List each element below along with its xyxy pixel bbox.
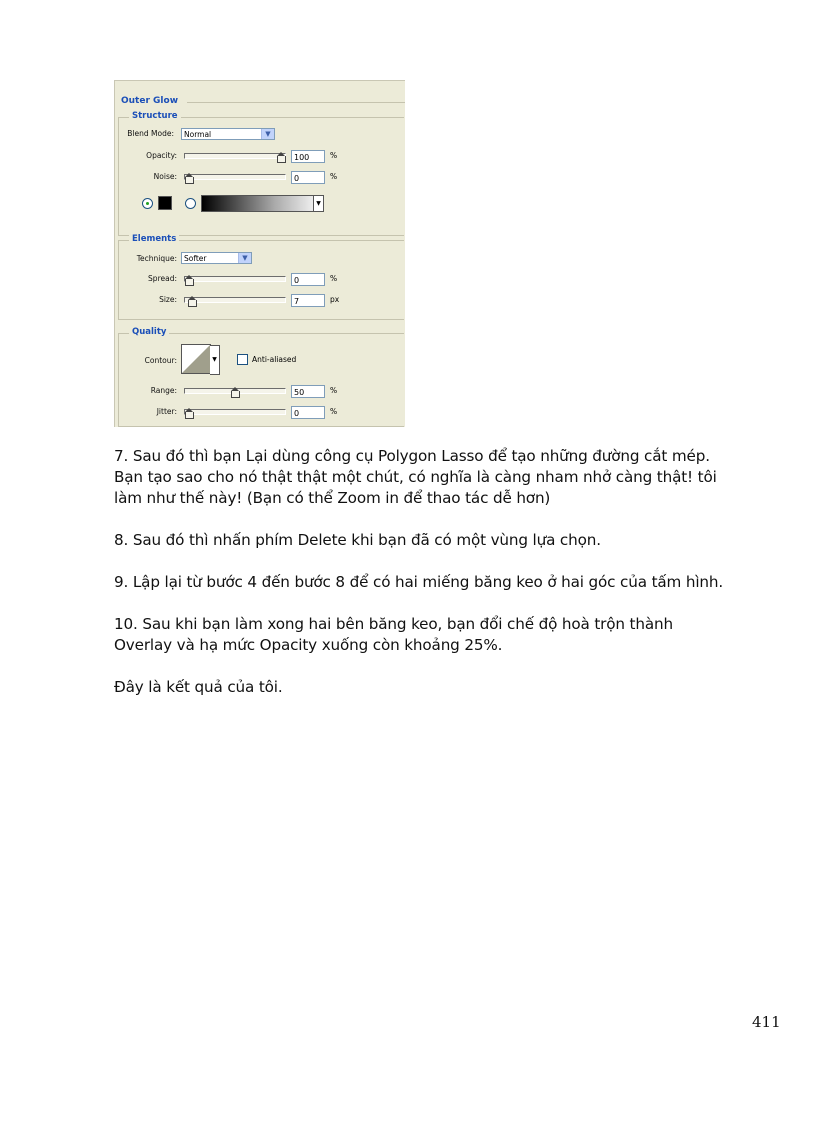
technique-value: Softer bbox=[184, 254, 207, 263]
spread-slider-thumb[interactable] bbox=[185, 279, 194, 286]
result-paragraph bbox=[114, 677, 794, 698]
blend-mode-select[interactable] bbox=[181, 128, 275, 140]
step-9-paragraph bbox=[114, 572, 794, 593]
jitter-unit: % bbox=[330, 407, 338, 416]
size-label: Size: bbox=[159, 295, 177, 304]
spread-unit: % bbox=[330, 274, 338, 283]
opacity-unit: % bbox=[330, 151, 338, 160]
contour-picker[interactable] bbox=[181, 344, 217, 374]
technique-label: Technique: bbox=[136, 254, 177, 263]
elements-title: Elements bbox=[129, 234, 179, 244]
size-slider[interactable] bbox=[184, 297, 286, 303]
step-8-paragraph bbox=[114, 530, 794, 551]
jitter-slider[interactable] bbox=[184, 409, 286, 415]
size-input[interactable]: 7 bbox=[291, 294, 325, 307]
noise-label: Noise: bbox=[153, 172, 177, 181]
spread-slider[interactable] bbox=[184, 276, 286, 282]
panel-title: Outer Glow bbox=[121, 96, 179, 106]
jitter-input[interactable]: 0 bbox=[291, 406, 325, 419]
noise-slider-thumb[interactable] bbox=[185, 177, 194, 184]
text-line: 10. Sau khi bạn làm xong hai bên băng keo, bạn đổi chế độ hoà trộn thành bbox=[114, 615, 673, 633]
chevron-down-icon: ▼ bbox=[261, 129, 274, 139]
contour-curve-icon bbox=[182, 345, 210, 373]
size-slider-thumb[interactable] bbox=[188, 300, 197, 307]
gradient-picker[interactable] bbox=[201, 195, 324, 212]
text-line: 8. Sau đó thì nhấn phím Delete khi bạn đã có một vùng lựa chọn. bbox=[114, 531, 601, 549]
range-slider-thumb[interactable] bbox=[231, 391, 240, 398]
quality-title: Quality bbox=[129, 327, 169, 337]
blend-mode-value: Normal bbox=[184, 130, 212, 139]
range-label: Range: bbox=[150, 386, 177, 395]
technique-select[interactable] bbox=[181, 252, 252, 264]
step-7-paragraph bbox=[114, 446, 794, 509]
text-line: 9. Lập lại từ bước 4 đến bước 8 để có hai miếng băng keo ở hai góc của tấm hình. bbox=[114, 573, 724, 591]
size-unit: px bbox=[330, 295, 340, 304]
range-unit: % bbox=[330, 386, 338, 395]
opacity-input[interactable]: 100 bbox=[291, 150, 325, 163]
chevron-down-icon: ▼ bbox=[238, 253, 251, 263]
contour-dropdown-icon[interactable]: ▼ bbox=[210, 345, 220, 375]
noise-slider[interactable] bbox=[184, 174, 286, 180]
jitter-label: Jitter: bbox=[156, 407, 177, 416]
spread-input[interactable]: 0 bbox=[291, 273, 325, 286]
blend-mode-label: Blend Mode: bbox=[127, 129, 174, 138]
anti-aliased-checkbox[interactable] bbox=[237, 354, 248, 365]
page-number: 411 bbox=[752, 1013, 781, 1031]
step-10-paragraph bbox=[114, 614, 794, 656]
text-line: Overlay và hạ mức Opacity xuống còn khoảng 25%. bbox=[114, 636, 503, 654]
range-slider[interactable] bbox=[184, 388, 286, 394]
opacity-slider[interactable] bbox=[184, 153, 286, 159]
glow-color-swatch[interactable] bbox=[158, 196, 172, 210]
text-line: Đây là kết quả của tôi. bbox=[114, 678, 283, 696]
gradient-dropdown-icon[interactable]: ▼ bbox=[313, 196, 323, 211]
structure-title: Structure bbox=[129, 111, 181, 121]
opacity-slider-thumb[interactable] bbox=[277, 156, 286, 163]
jitter-slider-thumb[interactable] bbox=[185, 412, 194, 419]
quality-group bbox=[118, 327, 404, 427]
gradient-radio[interactable] bbox=[185, 198, 196, 209]
elements-group bbox=[118, 234, 404, 320]
layer-style-panel bbox=[114, 80, 405, 427]
title-divider bbox=[187, 102, 405, 103]
text-line: Bạn tạo sao cho nó thật thật một chút, có nghĩa là càng nham nhở càng thật! tôi bbox=[114, 468, 717, 486]
contour-label: Contour: bbox=[144, 356, 177, 365]
noise-input[interactable]: 0 bbox=[291, 171, 325, 184]
text-line: làm như thế này! (Bạn có thể Zoom in để thao tác dễ hơn) bbox=[114, 489, 551, 507]
text-line: 7. Sau đó thì bạn Lại dùng công cụ Polygon Lasso để tạo những đường cắt mép. bbox=[114, 447, 710, 465]
opacity-label: Opacity: bbox=[146, 151, 177, 160]
noise-unit: % bbox=[330, 172, 338, 181]
anti-aliased-label: Anti-aliased bbox=[252, 355, 297, 364]
range-input[interactable]: 50 bbox=[291, 385, 325, 398]
solid-color-radio[interactable] bbox=[142, 198, 153, 209]
structure-group bbox=[118, 111, 404, 236]
spread-label: Spread: bbox=[148, 274, 177, 283]
